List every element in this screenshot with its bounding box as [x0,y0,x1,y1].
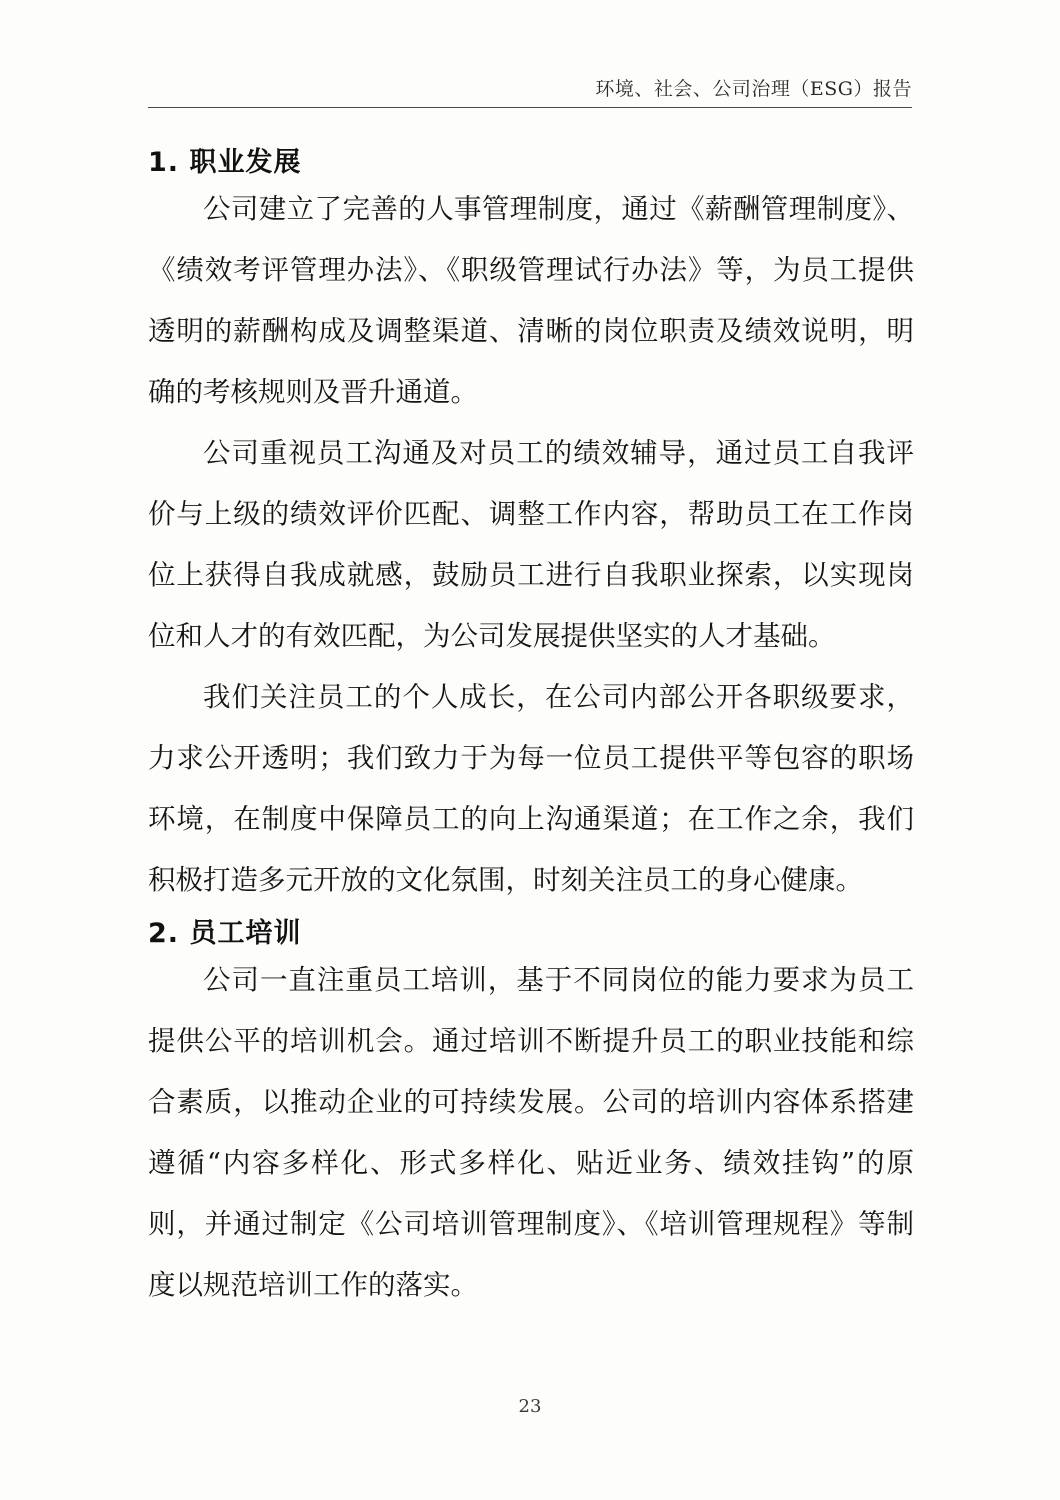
paragraph: 公司一直注重员工培训，基于不同岗位的能力要求为员工提供公平的培训机会。通过培训不断提升员工的职业技能和综合素质，以推动企业的可持续发展。公司的培训内容体系搭建遵循“内容多样化、形式多样化、贴近业务、绩效挂钩”的原则，并通过制定《公司培训管理制度》、《培训管理规程》等制度以规范培训工作的落实。 [148,964,914,1301]
paragraph: 公司建立了完善的人事管理制度，通过《薪酬管理制度》、《绩效考评管理办法》、《职级管理试行办法》等，为员工提供透明的薪酬构成及调整渠道、清晰的岗位职责及绩效说明，明确的考核规则及晋升通道。 [148,193,914,408]
section-heading-career-development: 1. 职业发展 [148,147,302,178]
document-body [148,140,914,1316]
section-heading-employee-training: 2. 员工培训 [148,918,302,949]
header-title: 环境、社会、公司治理（ESG）报告 [595,78,912,100]
page-footer [0,1396,1060,1417]
paragraph: 公司重视员工沟通及对员工的绩效辅导，通过员工自我评价与上级的绩效评价匹配、调整工作内容，帮助员工在工作岗位上获得自我成就感，鼓励员工进行自我职业探索，以实现岗位和人才的有效匹配，为公司发展提供坚实的人才基础。 [148,437,914,652]
paragraph: 我们关注员工的个人成长，在公司内部公开各职级要求，力求公开透明；我们致力于为每一位员工提供平等包容的职场环境，在制度中保障员工的向上沟通渠道；在工作之余，我们积极打造多元开放的文化氛围，时刻关注员工的身心健康。 [148,681,914,896]
header-divider [148,107,912,108]
page-number: 23 [518,1396,542,1417]
running-header [148,74,912,108]
